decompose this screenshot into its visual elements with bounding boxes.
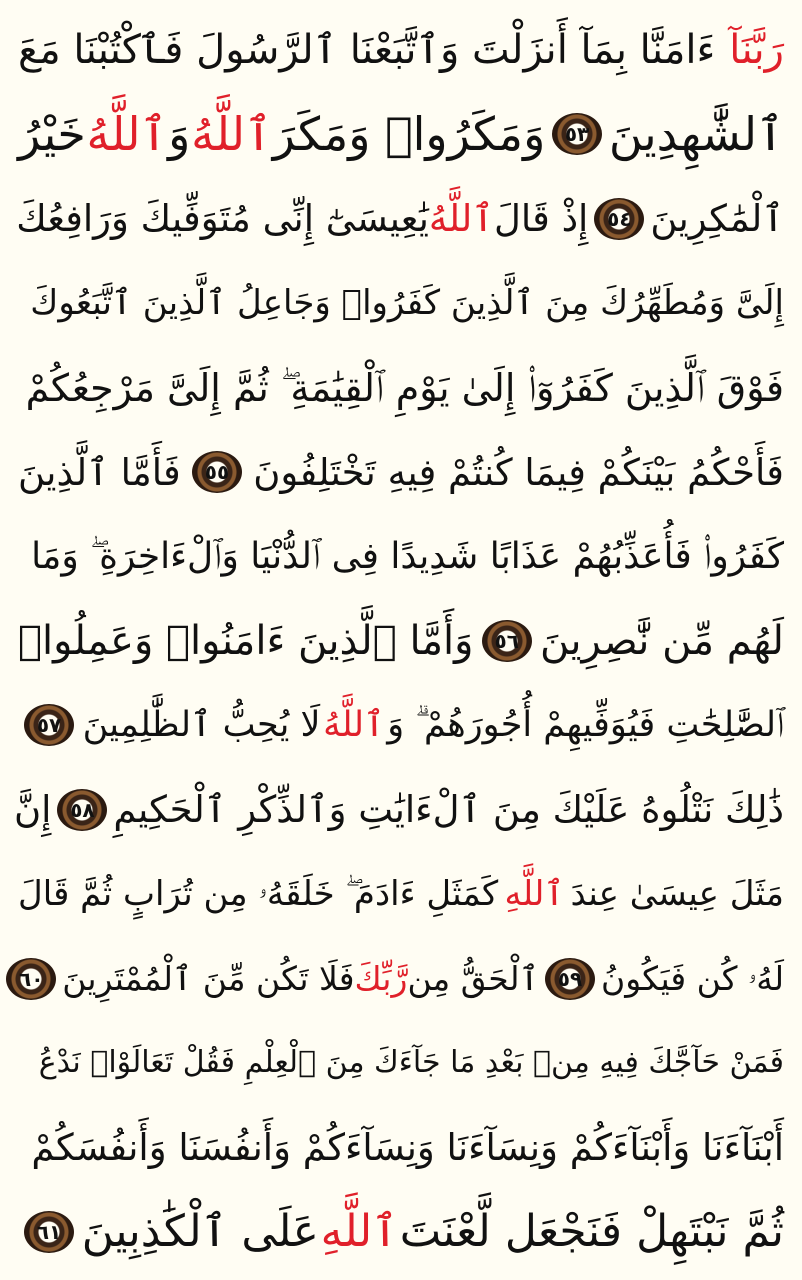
verse-line (18, 183, 784, 255)
verse-text: ٱلْحَقُّ مِن (407, 959, 539, 999)
verse-text: ٱلْمَٰكِرِينَ (650, 197, 784, 241)
verse-line (13, 774, 784, 846)
verse-line (18, 352, 784, 424)
ayah-number-marker: ٥٣ (552, 113, 602, 155)
divine-name-text: ٱللَّهُ (191, 107, 273, 162)
verse-text: إِنَّ (13, 788, 52, 832)
verse-text: لَا يُحِبُّ ٱلظَّٰلِمِينَ (82, 704, 321, 745)
verse-line (18, 605, 784, 677)
divine-name-text: ٱللَّهِ (504, 874, 565, 915)
verse-lines (13, 14, 784, 1268)
verse-text: ذَٰلِكَ نَتْلُوهُ عَلَيْكَ مِنَ ٱلْءَايَٰتِ وَٱلذِّكْرِ ٱلْحَكِيمِ (113, 788, 784, 832)
divine-name-text: رَبَّنَآ (729, 27, 784, 73)
verse-text: فَمَنْ حَآجَّكَ فِيهِ مِنۢ بَعْدِ مَا جَآءَكَ مِنَ ٱلْعِلْمِ فَقُلْ تَعَالَوْا۟ نَدْعُ (38, 1045, 784, 1081)
verse-text: كَمَثَلِ ءَادَمَ ۖ خَلَقَهُۥ مِن تُرَابٍ ثُمَّ قَالَ (18, 874, 499, 915)
verse-line (18, 1027, 784, 1099)
verse-text: فَلَا تَكُن مِّنَ ٱلْمُمْتَرِينَ (62, 959, 355, 999)
verse-text: ءَامَنَّا بِمَآ أَنزَلْتَ وَٱتَّبَعْنَا ٱلرَّسُولَ فَٱكْتُبْنَا مَعَ (18, 27, 716, 73)
verse-line (18, 98, 784, 170)
ayah-number-marker: ٥٩ (545, 958, 595, 1000)
verse-line (18, 858, 784, 930)
divine-name-text: ٱللَّهُ (323, 704, 385, 745)
divine-name-text: ٱللَّهِ (320, 1205, 398, 1257)
verse-text: أَبْنَآءَنَا وَأَبْنَآءَكُمْ وَنِسَآءَنَا وَنِسَآءَكُمْ وَأَنفُسَنَا وَأَنفُسَكُمْ (31, 1125, 784, 1169)
ayah-number-marker: ٦١ (24, 1211, 74, 1253)
verse-line (18, 943, 784, 1015)
ayah-number-marker: ٥٤ (594, 198, 644, 240)
verse-text: وَمَكَرُوا۟ وَمَكَرَ (272, 107, 546, 162)
ayah-number-marker: ٥٦ (482, 620, 532, 662)
verse-text: فَوْقَ ٱلَّذِينَ كَفَرُوٓا۟ إِلَىٰ يَوْمِ ٱلْقِيَٰمَةِ ۖ ثُمَّ إِلَىَّ مَرْجِعُكُمْ (25, 365, 784, 410)
verse-line (18, 521, 784, 593)
verse-text: وَأَمَّا ٱلَّذِينَ ءَامَنُوا۟ وَعَمِلُوا۟ (18, 617, 474, 664)
verse-text: ٱلشَّٰهِدِينَ (608, 107, 784, 162)
ayah-number-marker: ٦٠ (6, 958, 56, 1000)
divine-name-text: ٱللَّهُ (428, 197, 494, 241)
verse-text: ثُمَّ نَبْتَهِلْ فَنَجْعَل لَّعْنَتَ (399, 1205, 784, 1257)
verse-line (18, 14, 784, 86)
ayah-number-marker: ٥٨ (57, 789, 107, 831)
verse-text: لَهُم مِّن نَّٰصِرِينَ (539, 617, 784, 664)
verse-line (18, 436, 784, 508)
verse-text: وَ (168, 107, 191, 162)
verse-text: كَفَرُوا۟ فَأُعَذِّبُهُمْ عَذَابًا شَدِيدًا فِى ٱلدُّنْيَا وَٱلْءَاخِرَةِ ۖ وَمَا (31, 535, 784, 577)
divine-name-text: ٱللَّهُ (86, 107, 168, 162)
verse-text: عَلَى ٱلْكَٰذِبِينَ (81, 1205, 319, 1257)
verse-line (18, 689, 784, 761)
verse-text: خَيْرُ (18, 107, 86, 162)
verse-line (18, 1196, 784, 1268)
verse-text: إِلَىَّ وَمُطَهِّرُكَ مِنَ ٱلَّذِينَ كَفَرُوا۟ وَجَاعِلُ ٱلَّذِينَ ٱتَّبَعُوكَ (30, 283, 784, 324)
verse-text: فَأَمَّا ٱلَّذِينَ (18, 450, 181, 494)
verse-text: فَأَحْكُمُ بَيْنَكُمْ فِيمَا كُنتُمْ فِيهِ تَخْتَلِفُونَ (253, 450, 784, 494)
verse-text: مَثَلَ عِيسَىٰ عِندَ (570, 874, 784, 915)
verse-line (18, 1111, 784, 1183)
verse-text: لَهُۥ كُن فَيَكُونُ (600, 959, 784, 999)
verse-text: إِذْ قَالَ (493, 197, 589, 241)
ayah-number-marker: ٥٧ (24, 704, 74, 746)
ayah-number-marker: ٥٥ (192, 451, 242, 493)
verse-line (18, 267, 784, 339)
verse-text: ٱلصَّٰلِحَٰتِ فَيُوَفِّيهِمْ أُجُورَهُمْ ۗ وَ (387, 704, 784, 745)
divine-name-text: رَّبِّكَ (354, 959, 408, 999)
verse-text: يَٰعِيسَىٰٓ إِنِّى مُتَوَفِّيكَ وَرَافِعُكَ (16, 197, 429, 241)
